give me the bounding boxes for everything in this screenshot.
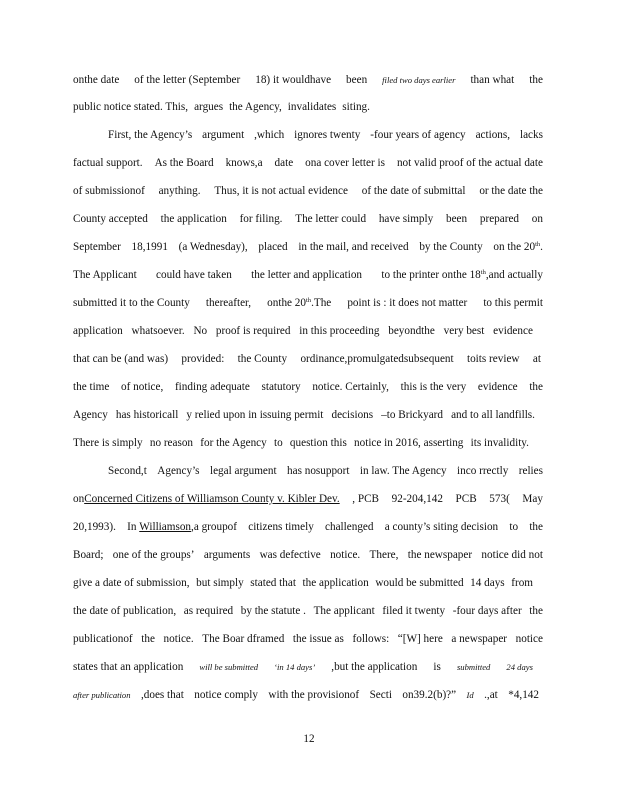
text-line: factual support. As the Board knows,a date ona cover letter is not valid proof of the actual date <box>73 157 543 169</box>
text-line: after publication ,does that notice comply with the provisionof Secti on39.2(b)?” Id .,at *4,142 <box>73 689 539 701</box>
text-line: states that an application will be submitted ‘in 14 days’ ,but the application is submitted 24 days <box>73 661 533 673</box>
text-line: publicationof the notice. The Boar dframed the issue as follows: “[W] here a newspaper notice <box>73 633 543 645</box>
text-line: The Applicant could have taken the letter and application to the printer onthe 18th,and actually <box>73 269 543 281</box>
text-line: Agency has historicall y relied upon in issuing permit decisions –to Brickyard and to all landfills. <box>73 409 535 421</box>
text-line: onConcerned Citizens of Williamson County v. Kibler Dev. , PCB 92-204,142 PCB 573( May <box>73 493 543 505</box>
text-line: Second,t Agency’s legal argument has nosupport in law. The Agency inco rrectly relies <box>108 465 543 477</box>
text-line: 20,1993). In Williamson,a groupof citizens timely challenged a county’s siting decision to the <box>73 521 543 533</box>
text-line: the date of publication, as required by the statute . The applicant filed it twenty -four days after the <box>73 605 543 617</box>
text-line: Board; one of the groups’ arguments was defective notice. There, the newspaper notice did not <box>73 549 543 561</box>
text-line: give a date of submission, but simply stated that the application would be submitted 14 days from <box>73 577 533 589</box>
text-line: that can be (and was) provided: the County ordinance,promulgatedsubsequent toits review at <box>73 353 541 365</box>
text-line: onthe date of the letter (September 18) it wouldhave been filed two days earlier than what the <box>73 74 543 86</box>
text-line: submitted it to the County thereafter, onthe 20th.The point is : it does not matter to this permit <box>73 297 543 309</box>
case-short-name: Williamson <box>139 521 192 533</box>
text-line: public notice stated. This, argues the Agency, invalidates siting. <box>73 101 370 113</box>
text-line: There is simply no reason for the Agency to question this notice in 2016, asserting its invalidity. <box>73 437 529 449</box>
text-line: application whatsoever. No proof is required in this proceeding beyondthe very best evidence <box>73 325 533 337</box>
text-line: County accepted the application for filing. The letter could have simply been prepared on <box>73 213 543 225</box>
text-line: the time of notice, finding adequate statutory notice. Certainly, this is the very evidence the <box>73 381 543 393</box>
page-number: 12 <box>303 733 315 745</box>
text-line: of submissionof anything. Thus, it is not actual evidence of the date of submittal or the date the <box>73 185 543 197</box>
case-citation: Concerned Citizens of Williamson County v. Kibler Dev. <box>84 493 340 505</box>
text-line: First, the Agency’s argument ,which ignores twenty -four years of agency actions, lacks <box>108 129 543 141</box>
text-line: September 18,1991 (a Wednesday), placed in the mail, and received by the County on the 20th. <box>73 241 543 253</box>
